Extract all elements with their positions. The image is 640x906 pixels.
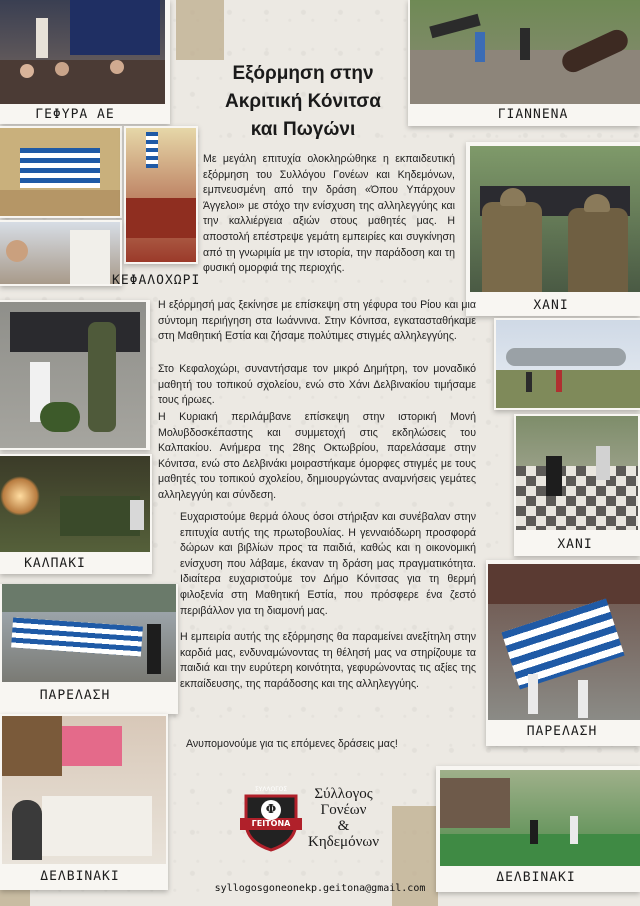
caption-delvinaki-2: ΔΕΛΒΙΝΑΚΙ [496,870,576,885]
caption-kalpaki: ΚΑΛΠΑΚΙ [24,556,86,571]
caption-giannena: ΓΙΑΝΝΕΝΑ [497,107,569,122]
photo-gefyra [0,0,165,104]
photo-school-flags [126,128,196,262]
caption-gefyra: ΓΕΦΥΡΑ ΑΕ [35,107,115,122]
photo-card-giannena [408,0,640,126]
caption-kefalochori: ΚΕΦΑΛΟΧΩΡΙ [112,273,201,288]
caption-parelasi-2: ΠΑΡΕΛΑΣΗ [526,724,598,739]
caption-parelasi-1: ΠΑΡΕΛΑΣΗ [39,688,111,703]
photo-card-chani-plane [494,318,640,410]
paragraph-start: Η εξόρμησή μας ξεκίνησε με επίσκεψη στη γέφυρα του Ρίου και μια σύντομη περιήγηση στα Ιωάννινα. Στην Κόνιτσα, εγκατασταθήκαμε στη Μαθητική Εστία και ζήσαμε πολύτιμες στιγμές αλληλεγγύης. [158,299,476,343]
photo-card-school-flags [124,126,198,264]
photo-card-parelasi-1 [0,584,178,714]
caption-delvinaki-1: ΔΕΛΒΙΝΑΚΙ [40,869,120,884]
photo-giannena [410,0,640,104]
contact-email[interactable]: syllogosgoneonekp.geitona@gmail.com [214,883,426,894]
photo-flag-children [0,128,120,216]
photo-chani-chess [516,416,638,530]
paragraph-sunday: Η Κυριακή περιλάμβανε επίσκεψη στην ιστορική Μονή Μολυβδοσκέπαστης και συμμετοχή στις εκδηλώσεις του Καλπακίου. Ανήμερα της 28ης Οκτωβρίου, παρελάσαμε στην Κόνιτσα, ενώ στο Δελβινάκι μοιραστήκαμε όμορφες στιγμές με τους μαθητές του τοπικού σχολείου, δημιουργώντας αναμνήσεις γεμάτες αλληλεγγύη και σύνδεση. [158,411,476,501]
photo-delvinaki-2 [440,770,640,866]
logo-text: Σύλλογος Γονέων & Κηδεμόνων [308,786,380,850]
page-title: Εξόρμηση στην Ακριτική Κόνιτσα και Πωγώνι [225,63,381,140]
photo-card-flag-children [0,126,122,218]
photo-kefalochori [0,222,120,284]
photo-parelasi-2 [488,564,640,720]
photo-parelasi-1 [2,584,176,682]
association-logo [236,782,384,856]
photo-card-kefalochori [0,220,122,286]
tape-strip [176,0,224,60]
paragraph-thanks: Ευχαριστούμε θερμά όλους όσοι στήριξαν και συνέβαλαν στην επιτυχία αυτής της πρωτοβουλίας. Η γενναιόδωρη προσφορά δώρων και βιβλίων προς τα παιδιά, καθώς και η οικονομική ενίσχυση που λάβαμε, έκαναν τη δράση μας πραγματικότητα. Ιδιαίτερα ευχαριστούμε τον Δήμο Κόνιτσας για τη θερμή φιλοξενία στη Μαθητική Εστία, που πρόσφερε ένα ζεστό περιβάλλον για τη διαμονή μας. [180,511,476,617]
caption-chani-1: ΧΑΝΙ [533,298,569,313]
photo-card-parelasi-2 [486,560,640,746]
photo-card-kalpaki [0,454,152,574]
caption-chani-2: ΧΑΝΙ [557,537,593,552]
paragraph-kefalochori: Στο Κεφαλοχώρι, συναντήσαμε τον μικρό Δημήτρη, τον μοναδικό μαθητή του τοπικού σχολείου, ενώ στο Χάνι Δελβινακίου τιμήσαμε τους ήρωες. [158,363,476,407]
badge-name: ΓΕΙΤΟΝΑ [251,819,291,828]
paragraph-closing: Ανυπομονούμε για τις επόμενες δράσεις μας! [186,738,398,750]
badge-letter: Φ [265,802,277,816]
photo-card-chani-chess [514,414,640,556]
photo-card-delvinaki-2 [436,766,640,892]
photo-card-delvinaki-1 [0,714,168,890]
photo-chani-1 [470,146,640,292]
photo-kalpaki [0,456,150,552]
photo-card-wreath [0,300,150,450]
photo-wreath [0,302,146,448]
photo-delvinaki-1 [2,716,166,864]
photo-card-gefyra [0,0,170,124]
badge-top-text: ΣΥΛΛΟΓΟΣ [254,786,288,793]
paragraph-intro: Με μεγάλη επιτυχία ολοκληρώθηκε η εκπαιδευτική εξόρμηση του Συλλόγου Γονέων και Κηδεμόνων, εμπνευσμένη από την δράση «Όπου Υπάρχουν Άγγελοι» με στόχο την ενίσχυση της αλληλεγγύης και την καλλιέργεια αξιών στους μαθητές μας. Η αποστολή επέστρεψε γεμάτη εμπειρίες και συγκίνηση από τη γνωριμία με την ιστορία, την παράδοση και τη φυσική ομορφιά της περιοχής. [203,153,455,275]
photo-chani-plane [496,320,640,408]
photo-card-chani-1 [466,142,640,316]
paragraph-experience: Η εμπειρία αυτής της εξόρμησης θα παραμείνει ανεξίτηλη στην καρδιά μας, ενδυναμώνοντας τη θέλησή μας να στηρίζουμε τα παιδιά και την ευρύτερη κοινότητα, γεφυρώνοντας τις αξίες της εκπαίδευσης, της παράδοσης και της αλληλεγγύης. [180,631,476,690]
